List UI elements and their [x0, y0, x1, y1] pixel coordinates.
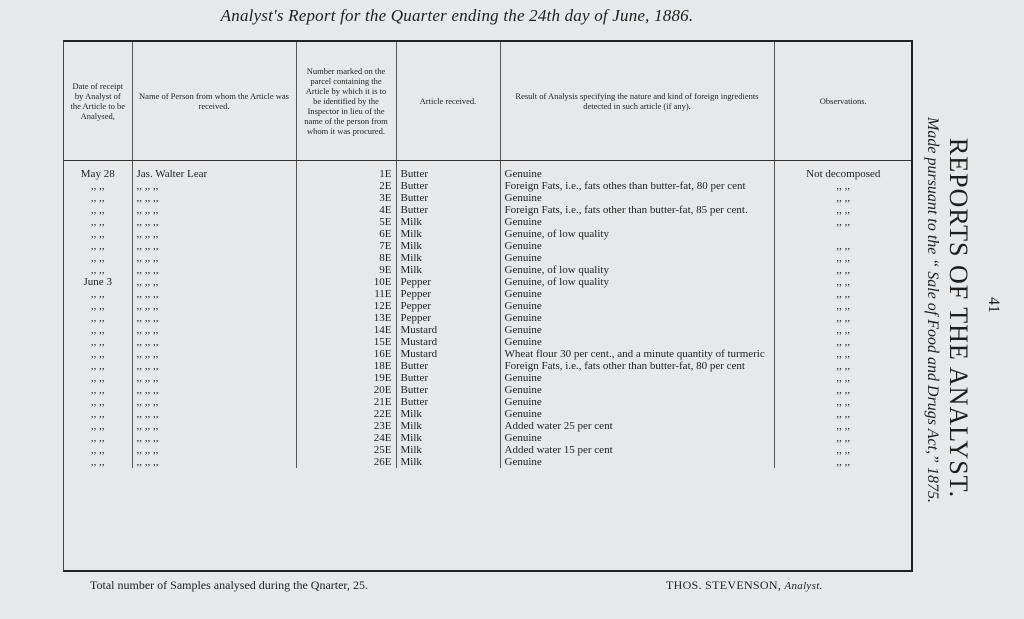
row-name: ,, ,, ,,: [132, 420, 296, 432]
row-observation: ,, ,,: [836, 252, 851, 264]
row-number: 1E: [296, 161, 396, 181]
row-observation: ,, ,,: [836, 372, 851, 384]
row-date: ,, ,,: [64, 396, 132, 408]
row-name: ,, ,, ,,: [132, 360, 296, 372]
row-date: ,, ,,: [64, 456, 132, 468]
row-observation: ,, ,,: [836, 384, 851, 396]
row-article: Butter: [396, 372, 500, 384]
row-observation: ,, ,,: [836, 276, 851, 288]
row-article: Milk: [396, 408, 500, 420]
row-name: ,, ,, ,,: [132, 396, 296, 408]
row-observation: ,, ,,: [836, 204, 851, 216]
row-number: 6E: [296, 228, 396, 240]
row-result: Genuine: [500, 252, 774, 264]
col-name-header: Name of Person from whom the Article was received.: [132, 42, 296, 161]
row-date: ,, ,,: [64, 348, 132, 360]
col-result-header: Result of Analysis specifying the nature and kind of foreign ingredients detected in such article (if any).: [500, 42, 774, 161]
row-article: Milk: [396, 216, 500, 228]
page-number: 41: [985, 297, 1002, 313]
row-observation: ,, ,,: [836, 264, 851, 276]
row-number: 9E: [296, 264, 396, 276]
table-row: [64, 228, 912, 240]
row-result: Genuine: [500, 324, 774, 336]
row-number: 3E: [296, 192, 396, 204]
row-name: ,, ,, ,,: [132, 180, 296, 192]
row-date: ,, ,,: [64, 180, 132, 192]
row-article: Butter: [396, 192, 500, 204]
row-result: Foreign Fats, i.e., fats other than butter-fat, 80 per cent: [500, 360, 774, 372]
row-name: ,, ,, ,,: [132, 456, 296, 468]
col-article-header: Article received.: [396, 42, 500, 161]
row-result: Genuine: [500, 300, 774, 312]
row-result: Added water 25 per cent: [500, 420, 774, 432]
row-date: ,, ,,: [64, 384, 132, 396]
row-observation: ,, ,,: [836, 312, 851, 324]
row-observation: ,, ,,: [836, 240, 851, 252]
row-number: 23E: [296, 420, 396, 432]
col-number-header: Number marked on the parcel containing the Article by which it is to be identified by the Inspector in lieu of the name of the person from whom it was procured.: [296, 42, 396, 161]
row-name: ,, ,, ,,: [132, 252, 296, 264]
table-row: [64, 348, 912, 360]
row-name: ,, ,, ,,: [132, 300, 296, 312]
row-result: Foreign Fats, i.e., fats other than butter-fat, 85 per cent.: [500, 204, 774, 216]
row-result: Genuine, of low quality: [500, 264, 774, 276]
row-date: ,, ,,: [64, 252, 132, 264]
row-observation: ,, ,,: [836, 444, 851, 456]
col-observations-header: Observations.: [774, 42, 912, 161]
row-name: ,, ,, ,,: [132, 348, 296, 360]
row-number: 22E: [296, 408, 396, 420]
row-article: Mustard: [396, 348, 500, 360]
analysis-table: [64, 42, 912, 468]
row-date: ,, ,,: [64, 420, 132, 432]
analyst-title: Analyst.: [784, 580, 823, 592]
row-name: ,, ,, ,,: [132, 408, 296, 420]
row-observation: ,, ,,: [836, 336, 851, 348]
row-article: Pepper: [396, 300, 500, 312]
row-number: 18E: [296, 360, 396, 372]
row-article: Pepper: [396, 312, 500, 324]
row-observation: Not decomposed: [806, 168, 881, 180]
row-result: Foreign Fats, i.e., fats othes than butter-fat, 80 per cent: [500, 180, 774, 192]
row-observation: ,, ,,: [836, 360, 851, 372]
analyst-signature: [666, 578, 823, 593]
row-observation: ,, ,,: [836, 192, 851, 204]
row-observation: ,, ,,: [836, 396, 851, 408]
row-date: ,, ,,: [64, 372, 132, 384]
row-date: ,, ,,: [64, 360, 132, 372]
table-row: [64, 408, 912, 420]
table-row: [64, 456, 912, 468]
row-article: Butter: [396, 180, 500, 192]
row-number: 11E: [296, 288, 396, 300]
row-date: ,, ,,: [64, 204, 132, 216]
row-article: Butter: [396, 161, 500, 181]
row-date: ,, ,,: [64, 192, 132, 204]
row-name: Jas. Walter Lear: [132, 161, 296, 181]
row-result: Genuine, of low quality: [500, 276, 774, 288]
row-number: 5E: [296, 216, 396, 228]
row-observation: ,, ,,: [836, 456, 851, 468]
row-result: Added water 15 per cent: [500, 444, 774, 456]
table-body: [64, 161, 912, 469]
table-row: [64, 276, 912, 288]
row-observation: [774, 228, 912, 240]
table-row: [64, 360, 912, 372]
row-article: Butter: [396, 360, 500, 372]
row-observation: ,, ,,: [836, 324, 851, 336]
row-result: Genuine: [500, 456, 774, 468]
row-date: May 28: [64, 161, 132, 181]
row-article: Pepper: [396, 288, 500, 300]
row-date: ,, ,,: [64, 408, 132, 420]
row-number: 25E: [296, 444, 396, 456]
row-article: Milk: [396, 420, 500, 432]
row-date: ,, ,,: [64, 432, 132, 444]
row-date: ,, ,,: [64, 228, 132, 240]
table-row: [64, 161, 912, 181]
row-name: ,, ,, ,,: [132, 240, 296, 252]
table-row: [64, 180, 912, 192]
row-result: Genuine: [500, 288, 774, 300]
row-observation: ,, ,,: [836, 408, 851, 420]
col-date-header: Date of receipt by Analyst of the Article to be Analysed,: [64, 42, 132, 161]
row-number: 20E: [296, 384, 396, 396]
row-result: Genuine: [500, 336, 774, 348]
row-result: Genuine: [500, 384, 774, 396]
table-row: [64, 204, 912, 216]
row-article: Milk: [396, 240, 500, 252]
row-article: Milk: [396, 444, 500, 456]
table-row: [64, 216, 912, 228]
row-date: June 3: [64, 276, 132, 288]
row-date: ,, ,,: [64, 324, 132, 336]
row-date: ,, ,,: [64, 312, 132, 324]
row-number: 19E: [296, 372, 396, 384]
row-number: 26E: [296, 456, 396, 468]
row-name: ,, ,, ,,: [132, 384, 296, 396]
side-heading-text: REPORTS OF THE ANALYST.: [944, 137, 973, 499]
table-row: [64, 240, 912, 252]
row-number: 14E: [296, 324, 396, 336]
row-observation: ,, ,,: [836, 216, 851, 228]
row-result: Genuine: [500, 161, 774, 181]
row-name: ,, ,, ,,: [132, 204, 296, 216]
total-samples-note: Total number of Samples analysed during the Qnarter, 25.: [90, 578, 368, 592]
row-article: Butter: [396, 204, 500, 216]
row-article: Milk: [396, 252, 500, 264]
row-number: 16E: [296, 348, 396, 360]
row-result: Genuine: [500, 216, 774, 228]
row-article: Milk: [396, 432, 500, 444]
row-date: ,, ,,: [64, 264, 132, 276]
row-name: ,, ,, ,,: [132, 336, 296, 348]
row-article: Pepper: [396, 276, 500, 288]
row-number: 8E: [296, 252, 396, 264]
row-name: ,, ,, ,,: [132, 228, 296, 240]
row-result: Genuine: [500, 240, 774, 252]
row-number: 13E: [296, 312, 396, 324]
row-name: ,, ,, ,,: [132, 288, 296, 300]
table-row: [64, 192, 912, 204]
row-article: Butter: [396, 384, 500, 396]
row-name: ,, ,, ,,: [132, 444, 296, 456]
row-result: Genuine: [500, 396, 774, 408]
row-result: Genuine: [500, 372, 774, 384]
row-article: Milk: [396, 264, 500, 276]
page-title: Analyst's Report for the Quarter ending the 24th day of June, 1886.: [220, 6, 694, 25]
table-row: [64, 432, 912, 444]
side-subheading-text: Made pursuant to the “ Sale of Food and Drugs Act,” 1875.: [924, 117, 941, 503]
row-date: ,, ,,: [64, 240, 132, 252]
row-result: Genuine, of low quality: [500, 228, 774, 240]
table-row: [64, 312, 912, 324]
table-row: [64, 420, 912, 432]
row-observation: ,, ,,: [836, 300, 851, 312]
row-date: ,, ,,: [64, 336, 132, 348]
table-row: [64, 372, 912, 384]
row-article: Milk: [396, 456, 500, 468]
row-name: ,, ,, ,,: [132, 192, 296, 204]
row-number: 4E: [296, 204, 396, 216]
row-observation: ,, ,,: [836, 432, 851, 444]
row-number: 12E: [296, 300, 396, 312]
row-number: 21E: [296, 396, 396, 408]
row-date: ,, ,,: [64, 216, 132, 228]
row-number: 24E: [296, 432, 396, 444]
row-observation: ,, ,,: [836, 420, 851, 432]
report-table-frame: [63, 40, 913, 572]
row-name: ,, ,, ,,: [132, 324, 296, 336]
row-observation: ,, ,,: [836, 288, 851, 300]
row-date: ,, ,,: [64, 300, 132, 312]
row-name: ,, ,, ,,: [132, 216, 296, 228]
row-date: ,, ,,: [64, 288, 132, 300]
row-result: Wheat flour 30 per cent., and a minute quantity of turmeric: [500, 348, 774, 360]
row-name: ,, ,, ,,: [132, 312, 296, 324]
row-date: ,, ,,: [64, 444, 132, 456]
row-result: Genuine: [500, 312, 774, 324]
row-observation: ,, ,,: [836, 348, 851, 360]
table-header-row: [64, 42, 912, 161]
row-result: Genuine: [500, 192, 774, 204]
table-row: [64, 264, 912, 276]
row-number: 2E: [296, 180, 396, 192]
analyst-name: THOS. STEVENSON,: [666, 578, 782, 592]
row-number: 15E: [296, 336, 396, 348]
table-row: [64, 288, 912, 300]
row-name: ,, ,, ,,: [132, 276, 296, 288]
row-result: Genuine: [500, 408, 774, 420]
row-name: ,, ,, ,,: [132, 372, 296, 384]
table-row: [64, 396, 912, 408]
row-name: ,, ,, ,,: [132, 432, 296, 444]
row-observation: ,, ,,: [836, 180, 851, 192]
table-row: [64, 324, 912, 336]
table-row: [64, 384, 912, 396]
row-number: 7E: [296, 240, 396, 252]
table-row: [64, 336, 912, 348]
row-name: ,, ,, ,,: [132, 264, 296, 276]
table-row: [64, 252, 912, 264]
table-row: [64, 444, 912, 456]
row-article: Mustard: [396, 324, 500, 336]
row-number: 10E: [296, 276, 396, 288]
row-result: Genuine: [500, 432, 774, 444]
table-row: [64, 300, 912, 312]
row-article: Butter: [396, 396, 500, 408]
row-article: Mustard: [396, 336, 500, 348]
row-article: Milk: [396, 228, 500, 240]
